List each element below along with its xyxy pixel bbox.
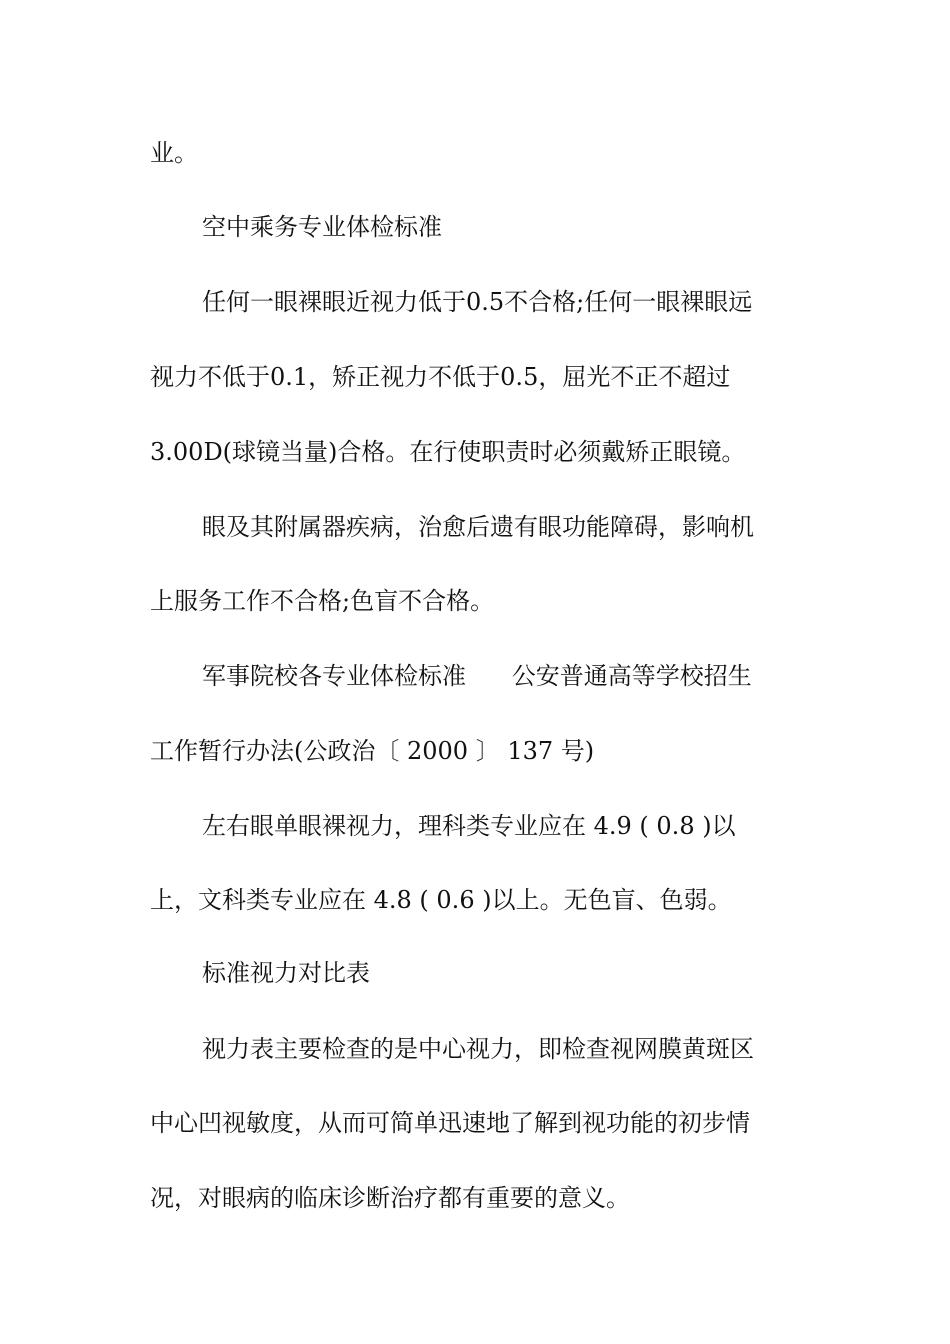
paragraph-line: 工作暂行办法(公政治〔 2000 〕 137 号): [150, 737, 595, 765]
paragraph-line: 上，文科类专业应在 4.8 ( 0.6 )以上。无色盲、色弱。: [150, 886, 732, 914]
paragraph-line: 视力不低于0.1，矫正视力不低于0.5，屈光不正不超过: [150, 363, 731, 391]
section-heading-flight-attendant: 空中乘务专业体检标准: [202, 213, 442, 241]
section-heading-military-police: 军事院校各专业体检标准 公安普通高等学校招生: [202, 662, 752, 690]
paragraph-line: 3.00D(球镜当量)合格。在行使职责时必须戴矫正眼镜。: [150, 438, 746, 466]
paragraph-line: 视力表主要检查的是中心视力，即检查视网膜黄斑区: [202, 1035, 754, 1063]
paragraph-line: 中心凹视敏度，从而可简单迅速地了解到视功能的初步情: [150, 1109, 750, 1137]
section-heading-vision-table: 标准视力对比表: [202, 959, 370, 987]
paragraph-line: 任何一眼裸眼近视力低于0.5不合格;任何一眼裸眼远: [202, 288, 753, 316]
text-line-continuation: 业。: [150, 139, 198, 167]
paragraph-line: 眼及其附属器疾病，治愈后遗有眼功能障碍，影响机: [202, 513, 754, 541]
paragraph-line: 况，对眼病的临床诊断治疗都有重要的意义。: [150, 1184, 630, 1212]
paragraph-line: 上服务工作不合格;色盲不合格。: [150, 587, 495, 615]
paragraph-line: 左右眼单眼裸视力，理科类专业应在 4.9 ( 0.8 )以: [202, 812, 736, 840]
